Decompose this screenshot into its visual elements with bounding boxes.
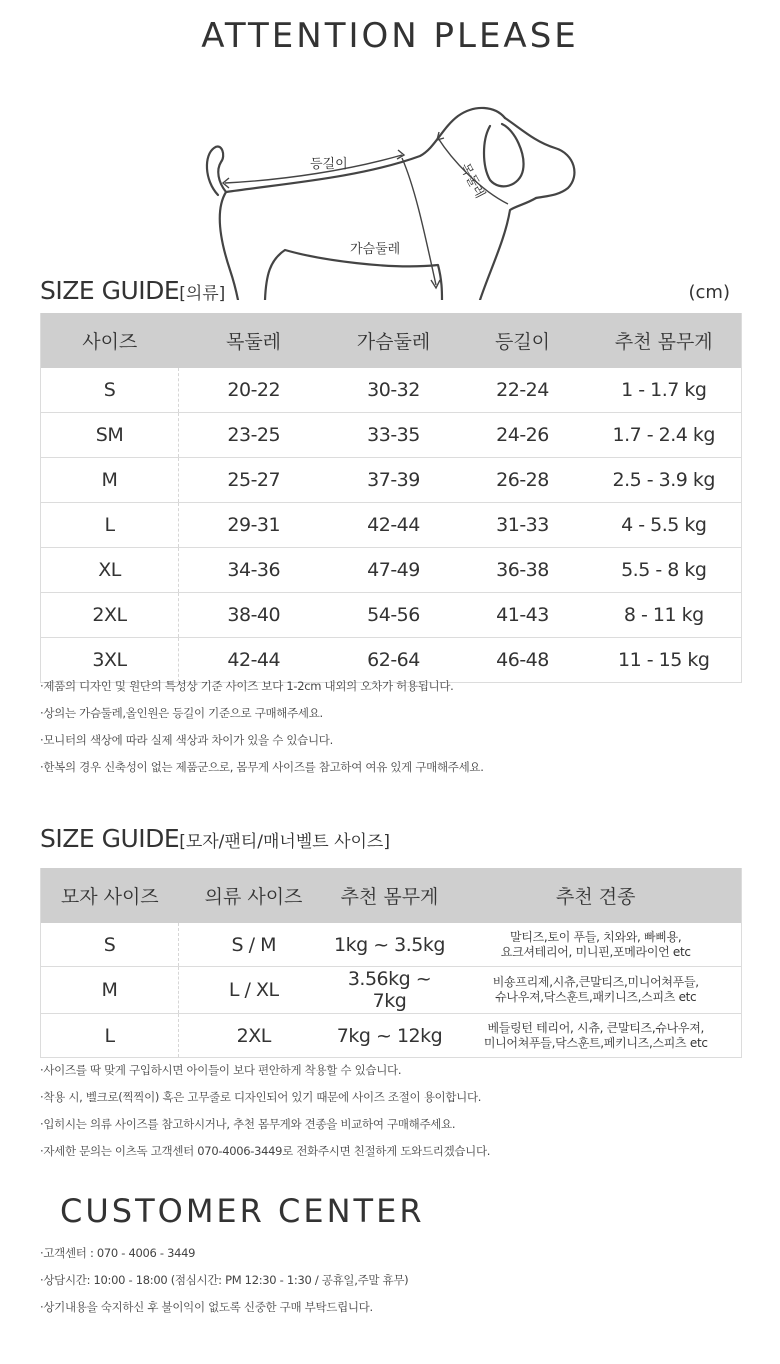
table-row bbox=[41, 593, 742, 638]
table-cell: 30-32 bbox=[329, 368, 459, 413]
table-cell: 1 - 1.7 kg bbox=[587, 368, 742, 413]
table-cell: 3.56kg ~ 7kg bbox=[329, 967, 451, 1014]
header-cell: 등길이 bbox=[459, 313, 587, 368]
header-cell: 사이즈 bbox=[41, 313, 179, 368]
table-cell: 46-48 bbox=[459, 638, 587, 683]
header-cell: 추천 몸무게 bbox=[587, 313, 742, 368]
table-cell: XL bbox=[41, 548, 179, 593]
table-cell: 33-35 bbox=[329, 413, 459, 458]
table-cell: 20-22 bbox=[179, 368, 329, 413]
table-cell: M bbox=[41, 458, 179, 503]
table-cell: 8 - 11 kg bbox=[587, 593, 742, 638]
header-cell: 의류 사이즈 bbox=[179, 868, 329, 923]
table-cell: 42-44 bbox=[179, 638, 329, 683]
table-cell: 22-24 bbox=[459, 368, 587, 413]
customer-center-title: CUSTOMER CENTER bbox=[60, 1192, 425, 1230]
table-header-row bbox=[41, 313, 742, 368]
breed-line: 슈나우져,닥스훈트,패키니즈,스피츠 etc bbox=[495, 990, 697, 1004]
unit-label: (cm) bbox=[688, 282, 730, 303]
table-cell: 1.7 - 2.4 kg bbox=[587, 413, 742, 458]
breed-line: 요크셔테리어, 미니핀,포메라이언 etc bbox=[500, 944, 691, 959]
header-cell: 가슴둘레 bbox=[329, 313, 459, 368]
header-cell: 추천 몸무게 bbox=[329, 868, 451, 923]
diagram-label-chest: 가슴둘레 bbox=[350, 242, 401, 257]
table-row bbox=[41, 458, 742, 503]
table-cell: 36-38 bbox=[459, 548, 587, 593]
size-guide-accessory-heading bbox=[40, 824, 390, 853]
table-cell: 3XL bbox=[41, 638, 179, 683]
table-cell: 23-25 bbox=[179, 413, 329, 458]
table-cell: 62-64 bbox=[329, 638, 459, 683]
table-row bbox=[41, 368, 742, 413]
header-cell: 모자 사이즈 bbox=[41, 868, 179, 923]
table-cell: 24-26 bbox=[459, 413, 587, 458]
table-cell: 26-28 bbox=[459, 458, 587, 503]
breed-cell bbox=[451, 923, 742, 967]
note-item: ·사이즈를 딱 맞게 구입하시면 아이들이 보다 편안하게 착용할 수 있습니다. bbox=[40, 1063, 402, 1077]
table-cell: 7kg ~ 12kg bbox=[329, 1014, 451, 1058]
table-row bbox=[41, 548, 742, 593]
breed-line: 말티즈,토이 푸들, 치와와, 빠삐용, bbox=[510, 929, 682, 944]
table-cell: L / XL bbox=[179, 967, 329, 1014]
table-cell: L bbox=[41, 1014, 179, 1058]
table-cell: 1kg ~ 3.5kg bbox=[329, 923, 451, 967]
table-cell: 5.5 - 8 kg bbox=[587, 548, 742, 593]
note-item: ·입히시는 의류 사이즈를 참고하시거나, 추천 몸무게와 견종을 비교하여 구매해주세요. bbox=[40, 1117, 456, 1131]
accessory-notes bbox=[40, 1057, 490, 1165]
table-cell: S bbox=[41, 368, 179, 413]
size-guide-title: SIZE GUIDE bbox=[40, 276, 180, 305]
table-cell: 34-36 bbox=[179, 548, 329, 593]
note-item: ·고객센터 : 070 - 4006 - 3449 bbox=[40, 1246, 196, 1260]
table-cell: SM bbox=[41, 413, 179, 458]
table-cell: M bbox=[41, 967, 179, 1014]
accessory-size-table bbox=[40, 868, 742, 1058]
table-cell: 41-43 bbox=[459, 593, 587, 638]
table-cell: 2.5 - 3.9 kg bbox=[587, 458, 742, 503]
size-guide-subtitle: [의류] bbox=[179, 284, 226, 304]
header-cell: 목둘레 bbox=[179, 313, 329, 368]
note-item: ·제품의 디자인 및 원단의 특성상 기준 사이즈 보다 1-2cm 내외의 오차가 허용됩니다. bbox=[40, 679, 454, 693]
table-cell: 31-33 bbox=[459, 503, 587, 548]
table-cell: 11 - 15 kg bbox=[587, 638, 742, 683]
breed-line: 베들링턴 테리어, 시츄, 큰말티즈,슈나우져, bbox=[487, 1020, 705, 1035]
table-cell: 47-49 bbox=[329, 548, 459, 593]
clothing-notes bbox=[40, 673, 484, 781]
note-item: ·자세한 문의는 이츠독 고객센터 070-4006-3449로 전화주시면 친절하게 도와드리겠습니다. bbox=[40, 1144, 491, 1158]
table-cell: 42-44 bbox=[329, 503, 459, 548]
table-cell: L bbox=[41, 503, 179, 548]
table-row bbox=[41, 413, 742, 458]
table-row bbox=[41, 1014, 742, 1058]
diagram-label-neck: 목둘레 bbox=[456, 160, 488, 202]
diagram-label-back-length: 등길이 bbox=[310, 157, 348, 172]
dog-measurement-diagram bbox=[190, 100, 590, 300]
header-cell: 추천 견종 bbox=[451, 868, 742, 923]
table-cell: 54-56 bbox=[329, 593, 459, 638]
breed-line: 미니어쳐푸들,닥스훈트,페키니즈,스피츠 etc bbox=[483, 1035, 708, 1050]
table-cell: 2XL bbox=[179, 1014, 329, 1058]
table-row bbox=[41, 923, 742, 967]
breed-line: 비숑프리제,시츄,큰말티즈,미니어쳐푸들, bbox=[492, 975, 699, 989]
table-cell: S bbox=[41, 923, 179, 967]
breed-cell bbox=[451, 1014, 742, 1058]
note-item: ·한복의 경우 신축성이 없는 제품군으로, 몸무게 사이즈를 참고하여 여유 있게 구매해주세요. bbox=[40, 760, 484, 774]
table-cell: 37-39 bbox=[329, 458, 459, 503]
table-header-row bbox=[41, 868, 742, 923]
customer-center-notes bbox=[40, 1240, 408, 1321]
breed-cell bbox=[451, 967, 742, 1014]
note-item: ·모니터의 색상에 따라 실제 색상과 차이가 있을 수 있습니다. bbox=[40, 733, 333, 747]
note-item: ·상의는 가슴둘레,올인원은 등길이 기준으로 구매해주세요. bbox=[40, 706, 323, 720]
table-cell: S / M bbox=[179, 923, 329, 967]
size-guide-clothing-heading bbox=[40, 276, 225, 305]
note-item: ·상담시간: 10:00 - 18:00 (점심시간: PM 12:30 - 1:30 / 공휴일,주말 휴무) bbox=[40, 1273, 409, 1287]
table-row bbox=[41, 967, 742, 1014]
table-cell: 4 - 5.5 kg bbox=[587, 503, 742, 548]
page-title: ATTENTION PLEASE bbox=[201, 16, 579, 56]
clothing-size-table bbox=[40, 313, 742, 683]
table-cell: 2XL bbox=[41, 593, 179, 638]
table-cell: 29-31 bbox=[179, 503, 329, 548]
table-row bbox=[41, 503, 742, 548]
size-guide-title: SIZE GUIDE bbox=[40, 824, 180, 853]
table-cell: 25-27 bbox=[179, 458, 329, 503]
table-cell: 38-40 bbox=[179, 593, 329, 638]
size-guide-subtitle: [모자/팬티/매너벨트 사이즈] bbox=[179, 832, 390, 852]
note-item: ·상기내용을 숙지하신 후 불이익이 없도록 신중한 구매 부탁드립니다. bbox=[40, 1300, 373, 1314]
note-item: ·착용 시, 벨크로(찍찍이) 혹은 고무줄로 디자인되어 있기 때문에 사이즈 조절이 용이합니다. bbox=[40, 1090, 482, 1104]
